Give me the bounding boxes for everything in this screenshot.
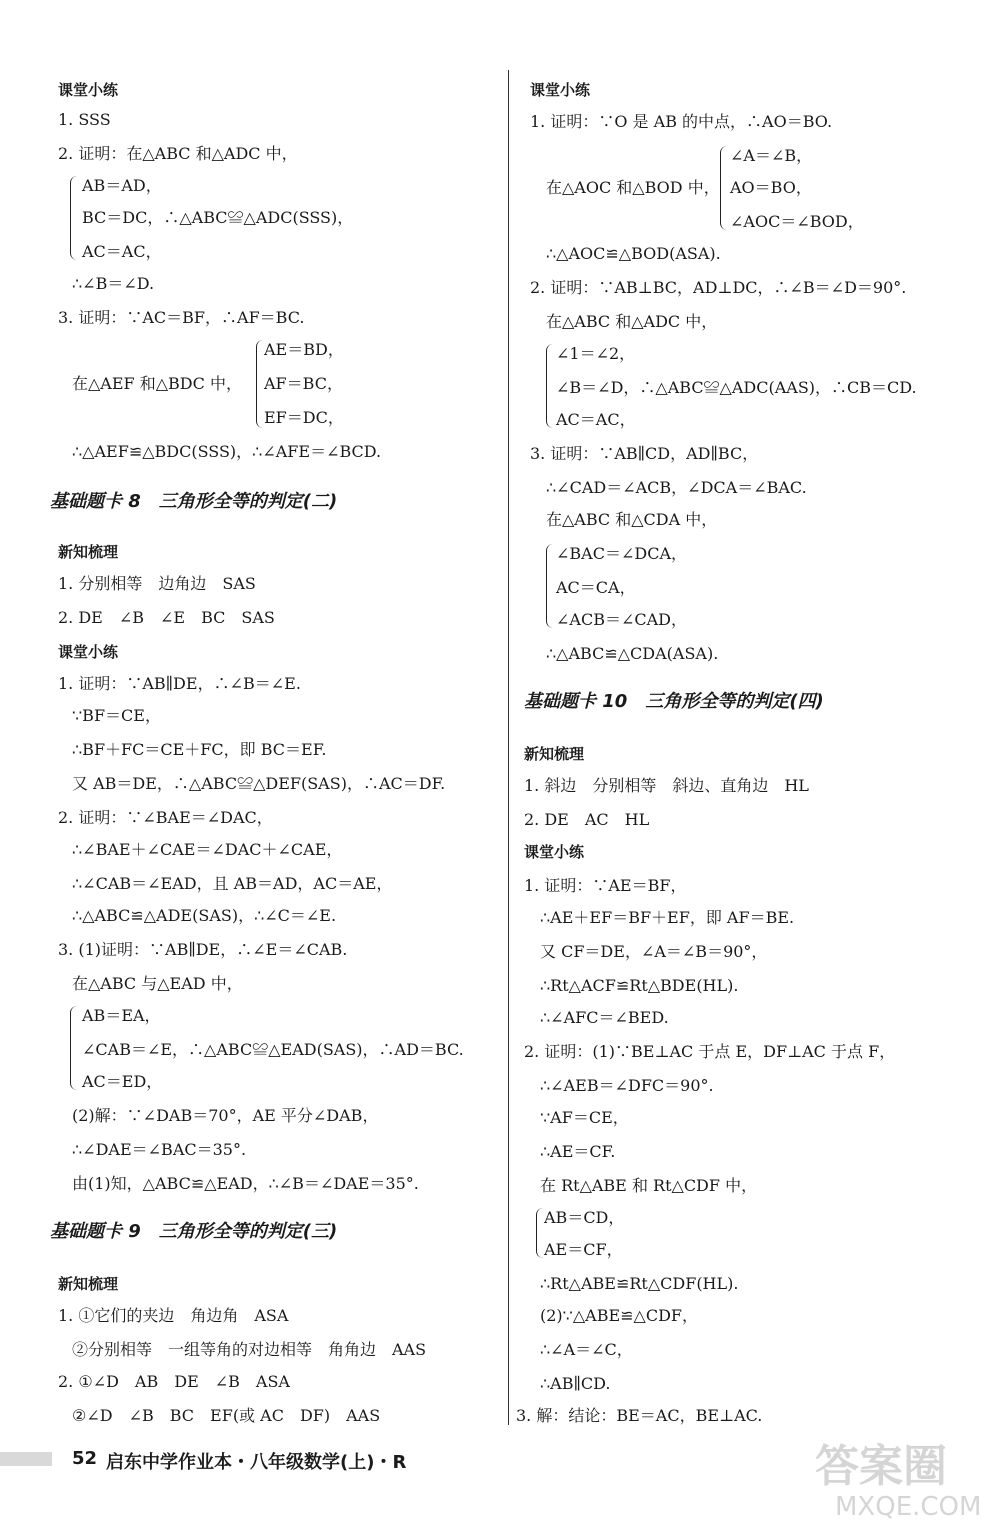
answer-line: 2. 证明：(1)∵BE⊥AC 于点 E，DF⊥AC 于点 F，: [524, 1042, 896, 1061]
answer-line: ∴∠CAD＝∠ACB，∠DCA＝∠BAC.: [546, 478, 807, 497]
answer-line: ∴AB∥CD.: [540, 1374, 611, 1393]
answer-line: 2. DE AC HL: [524, 810, 650, 829]
section-title-10: 基础题卡 10 三角形全等的判定(四): [524, 691, 824, 712]
brace: [536, 1208, 543, 1258]
answer-line: 2. ①∠D AB DE ∠B ASA: [58, 1372, 290, 1391]
practice-heading: 课堂小练: [58, 81, 119, 99]
answer-line: 在△AOC 和△BOD 中，: [546, 178, 720, 197]
practice-heading: 课堂小练: [58, 643, 119, 661]
answer-line: ∴∠BAE＋∠CAE＝∠DAC＋∠CAE，: [72, 840, 343, 859]
answer-line: 又 AB＝DE，∴△ABC≌△DEF(SAS)，∴AC＝DF.: [72, 774, 446, 793]
answer-line: 1. 证明：∵AB∥DE，∴∠B＝∠E.: [58, 674, 301, 693]
section-title-8: 基础题卡 8 三角形全等的判定(二): [50, 491, 338, 512]
answer-line: ∠ACB＝∠CAD，: [556, 610, 687, 629]
answer-line: ∴AE＝CF.: [540, 1142, 616, 1161]
answer-line: ∴△AEF≌△BDC(SSS)，∴∠AFE＝∠BCD.: [72, 442, 382, 461]
answer-line: 1. 证明：∵AE＝BF，: [524, 876, 687, 895]
answer-line: 2. 证明：在△ABC 和△ADC 中，: [58, 144, 298, 163]
answer-line: 由(1)知，△ABC≌△EAD，∴∠B＝∠DAE＝35°.: [72, 1174, 419, 1193]
answer-line: ∴△ABC≌△ADE(SAS)，∴∠C＝∠E.: [72, 906, 337, 925]
answer-line: AB＝AD，: [82, 176, 162, 195]
brace: [546, 344, 553, 428]
section-title-9: 基础题卡 9 三角形全等的判定(三): [50, 1221, 338, 1242]
brace: [720, 146, 727, 230]
answer-line: 1. 斜边 分别相等 斜边、直角边 HL: [524, 776, 809, 795]
answer-line: ∴BF＋FC＝CE＋FC，即 BC＝EF.: [72, 740, 327, 759]
answer-line: AB＝EA，: [82, 1006, 161, 1025]
brace: [70, 1006, 77, 1090]
answer-line: 又 CF＝DE，∠A＝∠B＝90°，: [540, 942, 768, 961]
answer-line: ∴∠B＝∠D.: [72, 274, 155, 293]
answer-line: 在△ABC 和△CDA 中，: [546, 510, 718, 529]
brace: [546, 544, 553, 628]
answer-line: AC＝ED，: [82, 1072, 163, 1091]
answer-line: 2. 证明：∵AB⊥BC，AD⊥DC，∴∠B＝∠D＝90°.: [530, 278, 907, 297]
answer-line: 3. (1)证明：∵AB∥DE，∴∠E＝∠CAB.: [58, 940, 348, 959]
answer-line: 2. DE ∠B ∠E BC SAS: [58, 608, 275, 627]
answer-line: BC＝DC，∴△ABC≌△ADC(SSS)，: [82, 208, 354, 227]
answer-line: 1. 证明：∵O 是 AB 的中点，∴AO＝BO.: [530, 112, 833, 131]
watermark-logo-text: 答案圈: [815, 1441, 947, 1492]
answer-line: ∠BAC＝∠DCA，: [556, 544, 687, 563]
answer-line: 1. SSS: [58, 110, 111, 129]
practice-heading: 课堂小练: [524, 843, 585, 861]
answer-line: 在△AEF 和△BDC 中，: [72, 374, 242, 393]
answer-line: AF＝BC，: [264, 374, 343, 393]
answer-line: ∴Rt△ACF≌Rt△BDE(HL).: [540, 976, 739, 995]
answer-line: ∴Rt△ABE≌Rt△CDF(HL).: [540, 1274, 739, 1293]
answer-line: ∵BF＝CE，: [72, 706, 161, 725]
new-knowledge-heading: 新知梳理: [524, 745, 585, 763]
answer-line: ∠1＝∠2，: [556, 344, 636, 363]
answer-line: AE＝CF，: [544, 1240, 623, 1259]
answer-line: ∴∠AFC＝∠BED.: [540, 1008, 669, 1027]
answer-line: ∴△ABC≌△CDA(ASA).: [546, 644, 719, 663]
answer-line: ∠B＝∠D，∴△ABC≌△ADC(AAS)，∴CB＝CD.: [556, 378, 917, 397]
answer-line: ②∠D ∠B BC EF(或 AC DF) AAS: [72, 1406, 381, 1425]
answer-line: ∴∠DAE＝∠BAC＝35°.: [72, 1140, 247, 1159]
answer-line: ∴AE＋EF＝BF＋EF，即 AF＝BE.: [540, 908, 795, 927]
answer-line: 在△ABC 与△EAD 中，: [72, 974, 243, 993]
answer-line: ∵AF＝CE，: [540, 1108, 629, 1127]
answer-line: 3. 证明：∵AB∥CD，AD∥BC，: [530, 444, 759, 463]
answer-line: ∴∠AEB＝∠DFC＝90°.: [540, 1076, 714, 1095]
answer-line: 2. 证明：∵∠BAE＝∠DAC，: [58, 808, 273, 827]
answer-line: ∴∠CAB＝∠EAD，且 AB＝AD，AC＝AE，: [72, 874, 393, 893]
answer-line: AE＝BD，: [264, 340, 344, 359]
answer-line: AC＝AC，: [556, 410, 636, 429]
practice-heading: 课堂小练: [530, 81, 591, 99]
column-divider: [508, 70, 509, 1425]
new-knowledge-heading: 新知梳理: [58, 543, 119, 561]
answer-line: (2)∵△ABE≌△CDF，: [540, 1306, 699, 1325]
answer-line: AO＝BO，: [730, 178, 812, 197]
answer-line: AB＝CD，: [544, 1208, 625, 1227]
answer-line: (2)解：∵∠DAB＝70°，AE 平分∠DAB，: [72, 1106, 379, 1125]
answer-line: ∠CAB＝∠E，∴△ABC≌△EAD(SAS)，∴AD＝BC.: [82, 1040, 464, 1059]
answer-line: EF＝DC，: [264, 408, 344, 427]
book-title: 启东中学作业本・八年级数学(上)・R: [106, 1452, 407, 1473]
answer-line: ∴△AOC≌△BOD(ASA).: [546, 244, 721, 263]
answer-line: 3. 证明：∵AC＝BF，∴AF＝BC.: [58, 308, 305, 327]
new-knowledge-heading: 新知梳理: [58, 1275, 119, 1293]
watermark-url: MXQE.COM: [835, 1492, 982, 1522]
footer-bar: [0, 1452, 52, 1466]
answer-line: ∴∠A＝∠C，: [540, 1340, 633, 1359]
answer-line: 在△ABC 和△ADC 中，: [546, 312, 718, 331]
watermark: [805, 1430, 985, 1530]
answer-line: ∠AOC＝∠BOD，: [730, 212, 864, 231]
answer-line: ∠A＝∠B，: [730, 146, 813, 165]
answer-line: AC＝AC，: [82, 242, 162, 261]
answer-line: 3. 解：结论：BE＝AC，BE⊥AC.: [516, 1406, 763, 1425]
answer-line: ②分别相等 一组等角的对边相等 角角边 AAS: [72, 1340, 427, 1359]
brace: [70, 176, 77, 260]
answer-line: AC＝CA，: [556, 578, 636, 597]
answer-line: 1. 分别相等 边角边 SAS: [58, 574, 256, 593]
page-number: 52: [72, 1448, 98, 1469]
answer-line: 在 Rt△ABE 和 Rt△CDF 中，: [540, 1176, 758, 1195]
answer-line: 1. ①它们的夹边 角边角 ASA: [58, 1306, 289, 1325]
brace: [256, 340, 263, 428]
